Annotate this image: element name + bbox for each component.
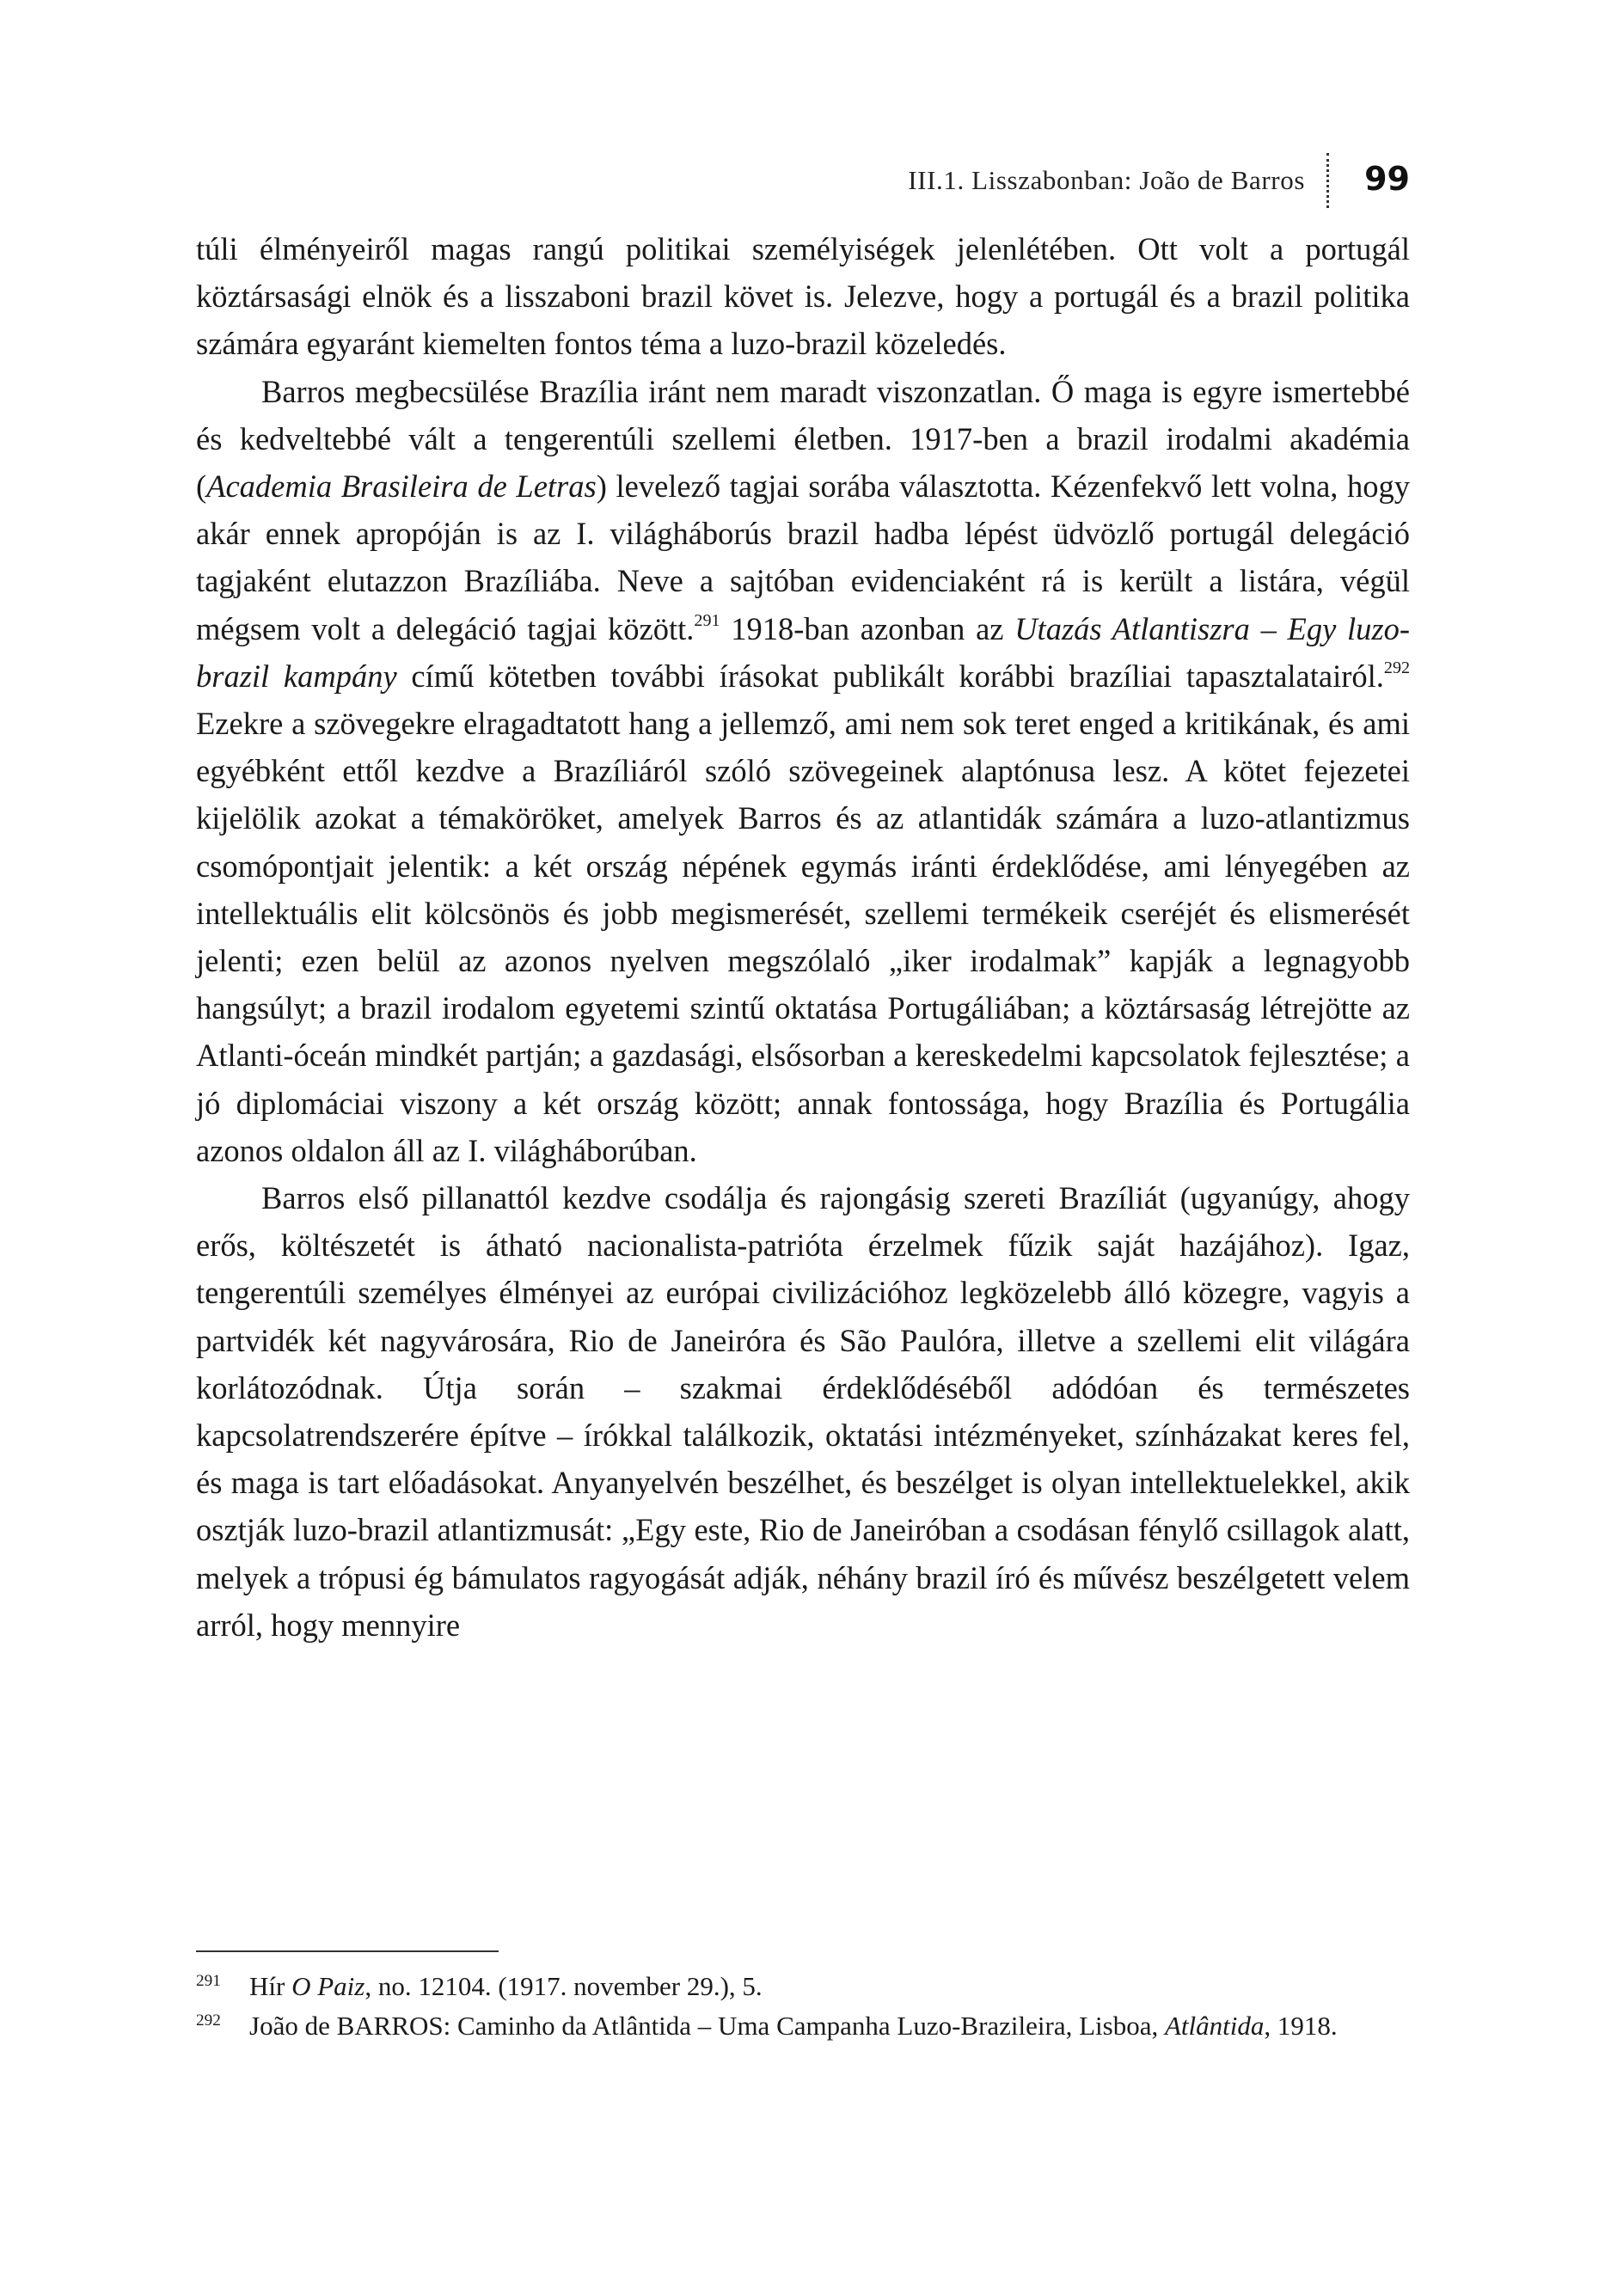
- footnotes: [196, 1967, 1410, 2046]
- paragraph: [196, 225, 1410, 368]
- text-run: Ezekre a szövegekre elragadtatott hang a jellemző, ami nem sok teret enged a kritikának, és ami egyébként ettől kezdve a Brazíliáról szóló szövegeinek alaptónusa lesz. A kötet fejezetei kijelölik azokat a témaköröket, amelyek Barros és az atlantidák számára a luzo-atlantizmus csomópontjait jelentik: a két ország népének egymás iránti érdeklődése, ami lényegében az intellektuális elit kölcsönös és jobb megismerését, szellemi termékeik cseréjét és elismerését jelenti; ezen belül az azonos nyelven megszólaló „iker irodalmak” kapják a legnagyobb hangsúlyt; a brazil irodalom egyetemi szintű oktatása Portugáliában; a köztársaság létrejötte az Atlanti-óceán mindkét partján; a gazdasági, elsősorban a kereskedelmi kapcsolatok fejlesztése; a jó diplomáciai viszony a két ország között; annak fontossága, hogy Brazília és Portugália azonos oldalon áll az I. világháborúban.: [196, 706, 1410, 1168]
- page-number: 99: [1364, 160, 1410, 198]
- text-run: , no. 12104. (1917. november 29.), 5.: [364, 1971, 763, 2001]
- running-header: [196, 160, 1410, 203]
- text-run: Barros megbecsülése Brazília iránt nem maradt viszonzatlan. Ő maga is egyre ismertebbé és kedveltebbé vált a tengerentúli szellemi életben. 1917-ben a brazil irodalmi akadémia (: [196, 373, 1410, 505]
- italic-text: Atlântida: [1164, 2011, 1265, 2041]
- text-run: João de BARROS: Caminho da Atlântida – Uma Campanha Luzo-Brazileira, Lisboa,: [249, 2011, 1165, 2041]
- footnote-reference: 292: [1383, 658, 1410, 677]
- footnote: 291 Hír O Paiz, no. 12104. (1917. november 29.), 5.: [196, 1971, 763, 2001]
- text-run: Hír: [249, 1971, 292, 2001]
- italic-text: Academia Brasileira de Letras: [206, 468, 597, 505]
- running-title: III.1. Lisszabonban: João de Barros: [908, 165, 1305, 195]
- text-run: túli élményeiről magas rangú politikai személyiségek jelenlétében. Ott volt a portugál köztársasági elnök és a lisszaboni brazil követ is. Jelezve, hogy a portugál és a brazil politika számára egyaránt kiemelten fontos téma a luzo-brazil közeledés.: [196, 231, 1410, 362]
- text-run: Barros első pillanattól kezdve csodálja és rajongásig szereti Brazíliát (ugyanúgy, ahogy erős, költészetét is átható nacionalista-patrióta érzelmek fűzik saját hazájához). Igaz, tengerentúli személyes élményei az európai civilizációhoz legközelebb álló közegre, vagyis a partvidék két nagyvárosára, Rio de Janeiróra és São Paulóra, illetve a szellemi elit világára korlátozódnak. Útja során – szakmai érdeklődéséből adódóan és természetes kapcsolatrendszerére építve – írókkal találkozik, oktatási intézményeket, színházakat keres fel, és maga is tart előadásokat. Anyanyelvén beszélhet, és beszélget is olyan intellektuelekkel, akik osztják luzo-brazil atlantizmusát: „Egy este, Rio de Janeiróban a csodásan fénylő csillagok alatt, melyek a trópusi ég bámulatos ragyogását adják, néhány brazil író és művész beszélgetett velem arról, hogy mennyire: [196, 1180, 1410, 1643]
- italic-text: Utazás Atlantiszra – Egy luzo-brazil kampány: [196, 610, 1410, 694]
- text-run: ) levelező tagjai sorába választotta. Kézenfekvő lett volna, hogy akár ennek apropóján is az I. világháborús brazil hadba lépést üdvözlő portugál delegáció tagjaként elutazzon Brazíliába. Neve a sajtóban evidenciaként rá is került a listára, végül mégsem volt a delegáció tagjai között.: [196, 468, 1411, 646]
- footnote-reference: 291: [694, 610, 720, 630]
- paragraph: [196, 368, 1410, 1174]
- italic-text: O Paiz: [291, 1971, 365, 2001]
- footnote: 292 João de BARROS: Caminho da Atlântida – Uma Campanha Luzo-Brazileira, Lisboa, Atlântida, 1918.: [196, 2011, 1338, 2041]
- text-run: című kötetben további írásokat publikált korábbi brazíliai tapasztalatairól.: [396, 658, 1384, 694]
- text-run: 1918-ban azonban az: [720, 610, 1015, 646]
- footnote-separator: [196, 1950, 499, 1952]
- paragraph: [196, 1174, 1410, 1649]
- body-text: [196, 225, 1410, 1649]
- text-run: , 1918.: [1264, 2011, 1338, 2041]
- header-dotted-divider: [1326, 153, 1329, 208]
